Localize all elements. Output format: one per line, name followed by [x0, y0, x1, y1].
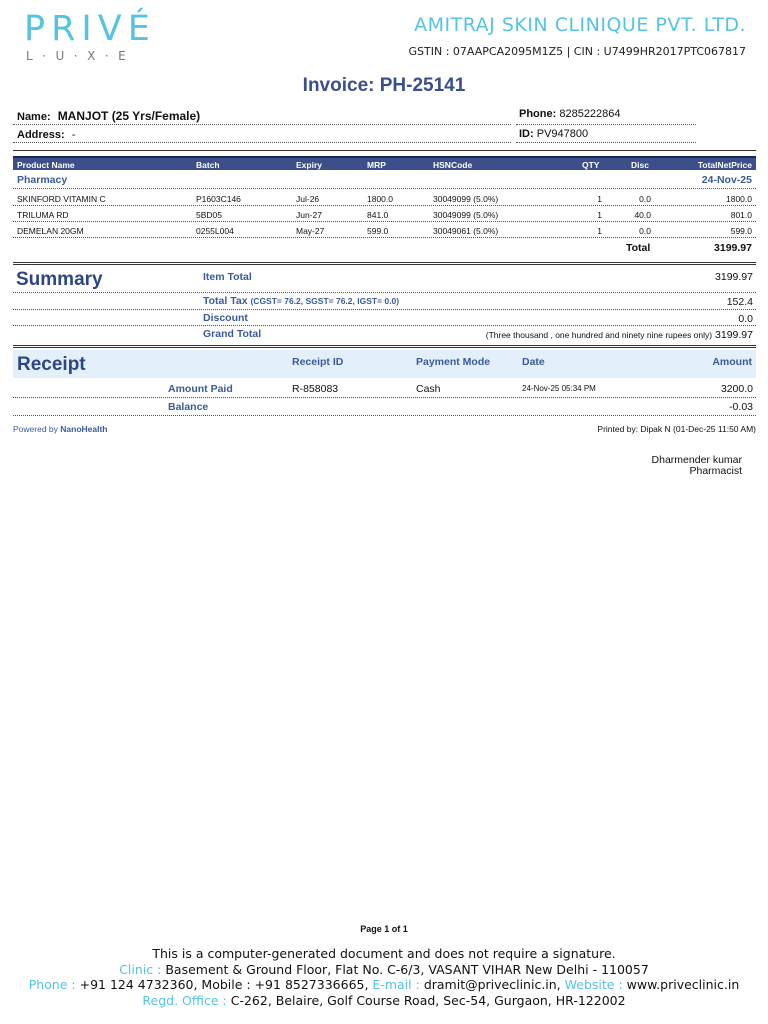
amount-header: Amount [712, 356, 752, 368]
divider [13, 397, 756, 398]
logo-subtitle: L·U·X·E [26, 49, 136, 63]
divider [13, 188, 756, 189]
phone-value: 8285222864 [559, 108, 621, 120]
id-label: ID: [519, 128, 534, 140]
row-batch: 0255L004 [196, 226, 234, 236]
row-product: TRILUMA RD [17, 210, 69, 220]
balance-label: Balance [168, 401, 209, 413]
divider [13, 142, 511, 143]
name-label: Name: [17, 111, 51, 123]
total-label: Total [626, 242, 651, 254]
company-name: AMITRAJ SKIN CLINIQUE PVT. LTD. [414, 14, 746, 36]
items-table-header [13, 156, 756, 170]
discount-label: Discount [203, 312, 248, 324]
row-disc: 40.0 [634, 210, 651, 220]
office-label: Regd. Office : [142, 993, 227, 1008]
signatory-role: Pharmacist [689, 465, 742, 477]
printed-by: Printed by: Dipak N (01-Dec-25 11:50 AM) [597, 424, 756, 434]
divider [13, 150, 756, 151]
divider [516, 124, 696, 125]
amount-paid-label: Amount Paid [168, 383, 233, 395]
divider [516, 142, 696, 143]
powered-prefix: Powered by [13, 424, 58, 434]
col-batch: Batch [196, 160, 220, 170]
row-expiry: May-27 [296, 226, 325, 236]
col-qty: QTY [582, 160, 600, 170]
clinic-value: Basement & Ground Floor, Flat No. C-6/3, VASANT VIHAR New Delhi - 110057 [165, 962, 649, 977]
col-expiry: Expiry [296, 160, 322, 170]
clinic-address [0, 962, 768, 977]
receipt-id-value: R-858083 [292, 383, 339, 395]
row-qty: 1 [597, 210, 602, 220]
item-total-value: 3199.97 [715, 271, 753, 283]
amount-value: 3200.0 [720, 383, 753, 395]
divider [13, 325, 756, 326]
website-label: Website : [564, 977, 623, 992]
divider [13, 124, 511, 125]
item-total-label: Item Total [203, 271, 252, 283]
company-ids: GSTIN : 07AAPCA2095M1Z5 | CIN : U7499HR2017PTC067817 [408, 45, 746, 58]
signatory-name: Dharmender kumar [651, 454, 742, 466]
phone-label-footer: Phone : [28, 977, 76, 992]
email-link[interactable]: dramit@priveclinic.in, [423, 977, 561, 992]
id-value: PV947800 [536, 128, 589, 140]
divider [13, 292, 756, 293]
total-tax-label: Total Tax [203, 295, 248, 307]
col-product: Product Name [17, 160, 75, 170]
name-value: MANJOT (25 Yrs/Female) [57, 109, 201, 123]
address-value: - [71, 129, 76, 141]
col-total: TotalNetPrice [697, 160, 752, 170]
row-expiry: Jul-26 [296, 194, 320, 204]
patient-phone [519, 108, 621, 120]
page-number: Page 1 of 1 [360, 924, 408, 934]
row-batch: 5BD05 [196, 210, 222, 220]
contact-line [0, 977, 768, 992]
receipt-id-header: Receipt ID [292, 356, 344, 368]
registered-office [0, 993, 768, 1008]
total-tax-detail: (CGST= 76.2, SGST= 76.2, IGST= 0.0) [250, 296, 400, 306]
row-qty: 1 [597, 194, 602, 204]
row-product: SKINFORD VITAMIN C [17, 194, 106, 204]
patient-id [519, 128, 588, 140]
clinic-label: Clinic : [119, 962, 162, 977]
row-batch: P1603C146 [196, 194, 241, 204]
logo-wordmark: PRIVÉ [24, 9, 156, 49]
discount-value: 0.0 [738, 313, 753, 325]
company-header [409, 14, 747, 58]
summary-title: Summary [16, 269, 103, 290]
payment-mode-value: Cash [416, 383, 441, 395]
date-header: Date [522, 356, 545, 368]
disclaimer: This is a computer-generated document and does not require a signature. [152, 946, 616, 961]
patient-name [17, 109, 200, 123]
grand-total-label: Grand Total [203, 328, 262, 340]
section-label: Pharmacy [17, 174, 68, 186]
receipt-divider [13, 345, 756, 348]
row-hsn: 30049099 (5.0%) [433, 210, 499, 220]
row-qty: 1 [597, 226, 602, 236]
patient-address [17, 129, 75, 141]
total-value: 3199.97 [714, 242, 752, 254]
website-link[interactable]: www.priveclinic.in [626, 977, 740, 992]
powered-brand: NanoHealth [60, 424, 108, 434]
payment-mode-header: Payment Mode [416, 356, 491, 368]
powered-by [13, 424, 108, 434]
divider [13, 237, 756, 238]
divider [13, 415, 756, 416]
col-disc: Disc [631, 160, 649, 170]
summary-divider [13, 262, 756, 265]
balance-value: -0.03 [729, 401, 753, 413]
email-label: E-mail : [372, 977, 420, 992]
row-mrp: 1800.0 [367, 194, 393, 204]
phone-value-footer: +91 124 4732360, Mobile : +91 8527336665, [79, 977, 369, 992]
section-date: 24-Nov-25 [701, 174, 752, 186]
col-mrp: MRP [367, 160, 386, 170]
grand-total-value: 3199.97 [715, 329, 753, 341]
row-total: 801.0 [730, 210, 752, 220]
signatory [652, 455, 742, 477]
phone-label: Phone: [519, 108, 557, 120]
total-tax-row [203, 295, 399, 307]
row-disc: 0.0 [639, 194, 651, 204]
brand-logo [24, 9, 156, 63]
grand-total-words: (Three thousand , one hundred and ninety nine rupees only) [485, 330, 713, 340]
receipt-header-band [13, 350, 756, 378]
row-hsn: 30049061 (5.0%) [433, 226, 499, 236]
grand-total-row [486, 329, 753, 341]
row-product: DEMELAN 20GM [17, 226, 84, 236]
row-hsn: 30049099 (5.0%) [433, 194, 499, 204]
divider [13, 309, 756, 310]
address-label: Address: [17, 129, 65, 141]
row-disc: 0.0 [639, 226, 651, 236]
receipt-date-value: 24-Nov-25 05:34 PM [522, 384, 596, 393]
receipt-title: Receipt [17, 354, 86, 375]
office-value: C-262, Belaire, Golf Course Road, Sec-54, Gurgaon, HR-122002 [230, 993, 626, 1008]
row-expiry: Jun-27 [296, 210, 322, 220]
invoice-title: Invoice: PH-25141 [302, 75, 466, 96]
divider [13, 221, 756, 222]
col-hsn: HSNCode [433, 160, 473, 170]
total-tax-value: 152.4 [726, 296, 753, 308]
row-total: 1800.0 [726, 194, 752, 204]
row-total: 599.0 [730, 226, 752, 236]
divider [13, 205, 756, 206]
row-mrp: 599.0 [367, 226, 389, 236]
row-mrp: 841.0 [367, 210, 389, 220]
